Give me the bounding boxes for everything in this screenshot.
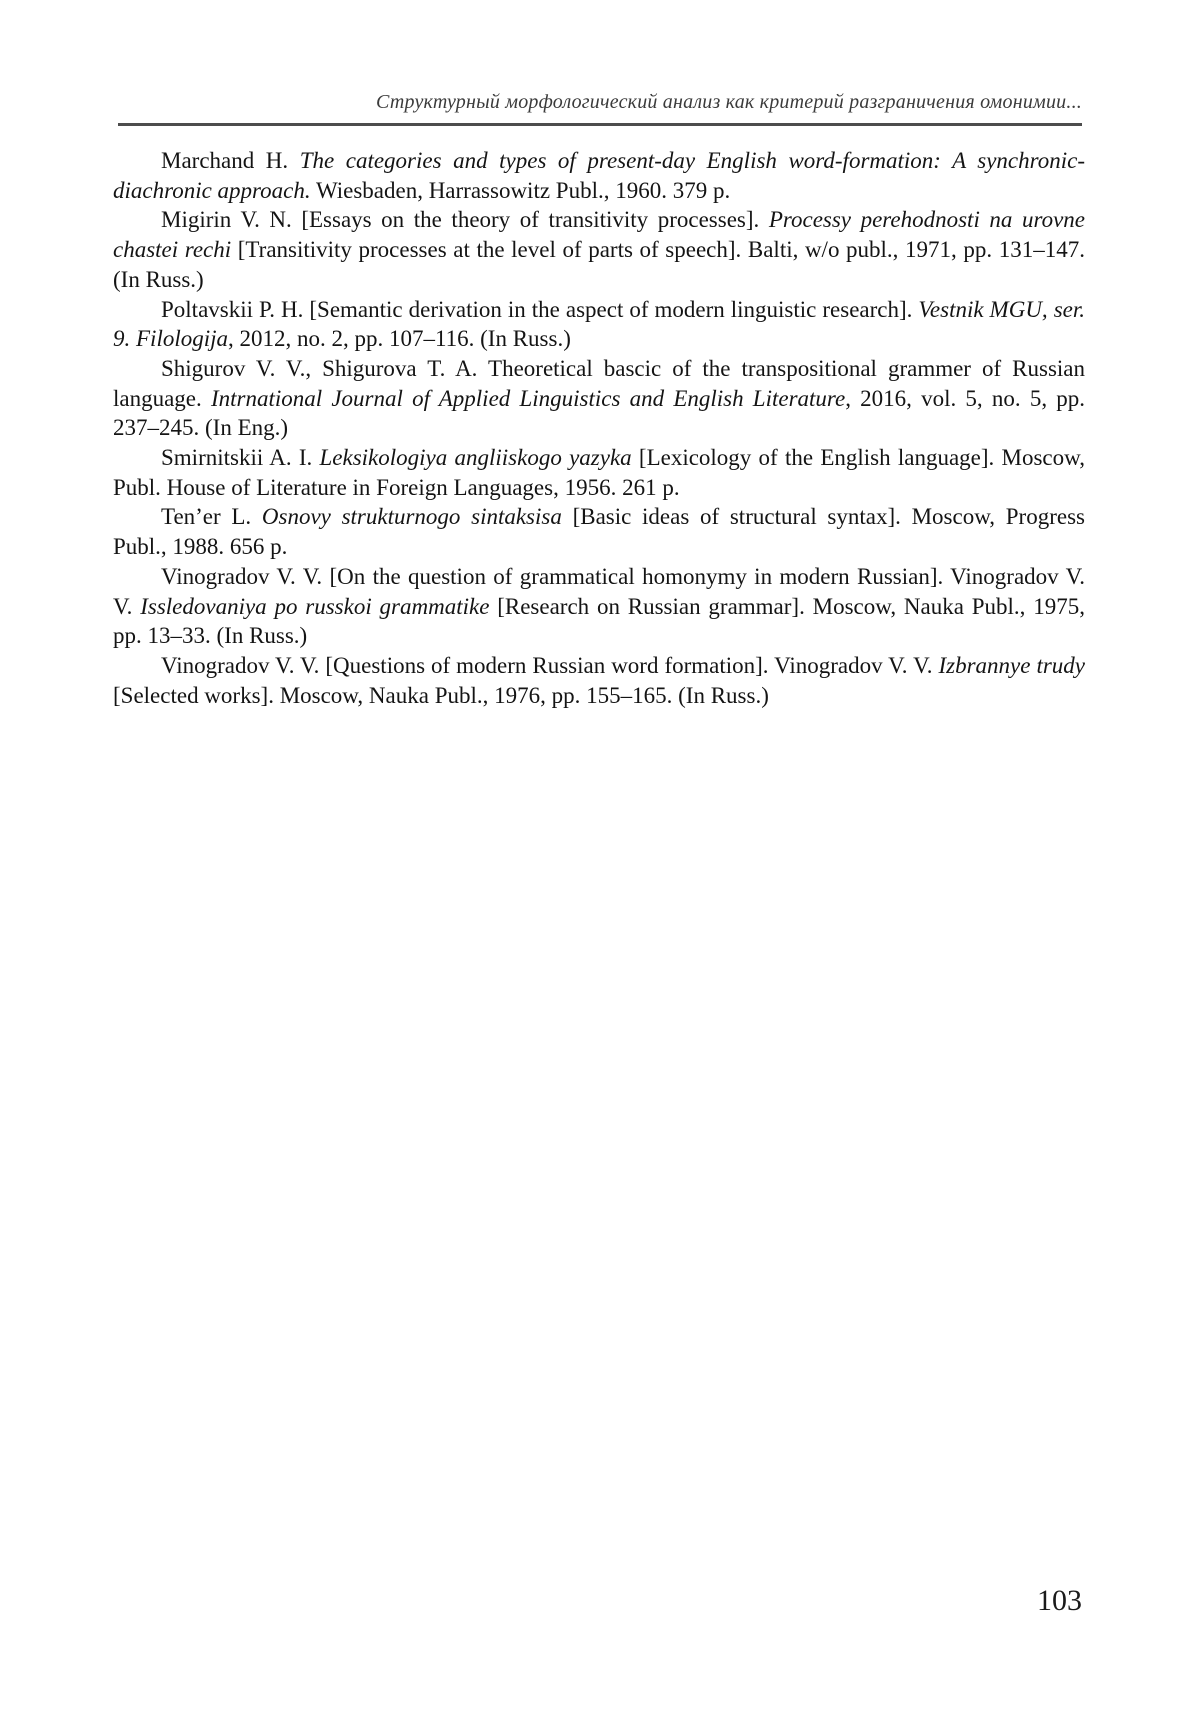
running-title: Структурный морфологический анализ как критерий разграничения омонимии... — [376, 91, 1082, 113]
reference-entry — [113, 443, 1085, 502]
reference-text: Smirnitskii A. I. — [161, 445, 320, 471]
reference-text: Vinogradov V. V. [On the question of grammatical homonymy in modern Russian]. Vinogradov V. V. — [113, 563, 1085, 619]
reference-entry — [113, 502, 1085, 561]
header-rule — [118, 123, 1082, 126]
references-list — [113, 146, 1085, 710]
reference-text: [Research on Russian grammar]. Moscow, Nauka Publ., 1975, pp. 13–33. (In Russ.) — [113, 593, 1085, 649]
reference-text: Wiesbaden, Harrassowitz Publ., 1960. 379 p. — [310, 177, 731, 203]
reference-title-italic: The categories and types of present-day English word-formation: A synchronic-diachronic approach. — [113, 148, 1085, 203]
reference-title-italic: Vestnik MGU, ser. 9. Filologija — [113, 296, 1086, 352]
reference-entry — [113, 146, 1085, 205]
reference-title-italic: Leksikologiya angliiskogo yazyka — [319, 445, 632, 471]
reference-text: [Selected works]. Moscow, Nauka Publ., 1976, pp. 155–165. (In Russ.) — [113, 682, 769, 708]
reference-title-italic: Processy perehodnosti na urovne chastei rechi — [113, 207, 1085, 263]
reference-text: Ten’er L. — [161, 504, 262, 530]
reference-entry — [113, 651, 1085, 710]
reference-title-italic: Osnovy strukturnogo sintaksisa — [261, 504, 562, 530]
reference-entry — [113, 354, 1085, 443]
reference-entry — [113, 562, 1085, 651]
reference-text: [Transitivity processes at the level of parts of speech]. Balti, w/o publ., 1971, pp. 131–147. (In Russ.) — [113, 237, 1085, 292]
reference-text: Vinogradov V. V. [Questions of modern Russian word formation]. Vinogradov V. V. — [161, 652, 939, 678]
reference-title-italic: Issledovaniya po russkoi grammatike — [140, 593, 490, 619]
reference-text: [Lexicology of the English language]. Moscow, Publ. House of Literature in Foreign Languages, 1956. 261 p. — [113, 445, 1085, 500]
reference-text: , 2012, no. 2, pp. 107–116. (In Russ.) — [228, 326, 571, 352]
reference-text: Marchand H. — [161, 148, 300, 173]
reference-entry — [113, 295, 1085, 354]
reference-title-italic: Izbrannye trudy — [938, 652, 1085, 678]
reference-text: [Basic ideas of structural syntax]. Moscow, Progress Publ., 1988. 656 p. — [113, 504, 1085, 560]
reference-text: Poltavskii P. H. [Semantic derivation in the aspect of modern linguistic research]. — [161, 296, 919, 322]
reference-text: , 2016, vol. 5, no. 5, pp. 237–245. (In Eng.) — [113, 385, 1086, 441]
running-header — [118, 90, 1082, 126]
reference-entry — [113, 205, 1085, 294]
reference-text: Shigurov V. V., Shigurova T. A. Theoretical bascic of the transpositional grammer of Russian language. — [113, 355, 1085, 411]
reference-title-italic: Intrnational Journal of Applied Linguistics and English Literature — [210, 385, 846, 411]
page-number: 103 — [1037, 1584, 1082, 1617]
reference-text: Migirin V. N. [Essays on the theory of transitivity processes]. — [161, 207, 769, 233]
